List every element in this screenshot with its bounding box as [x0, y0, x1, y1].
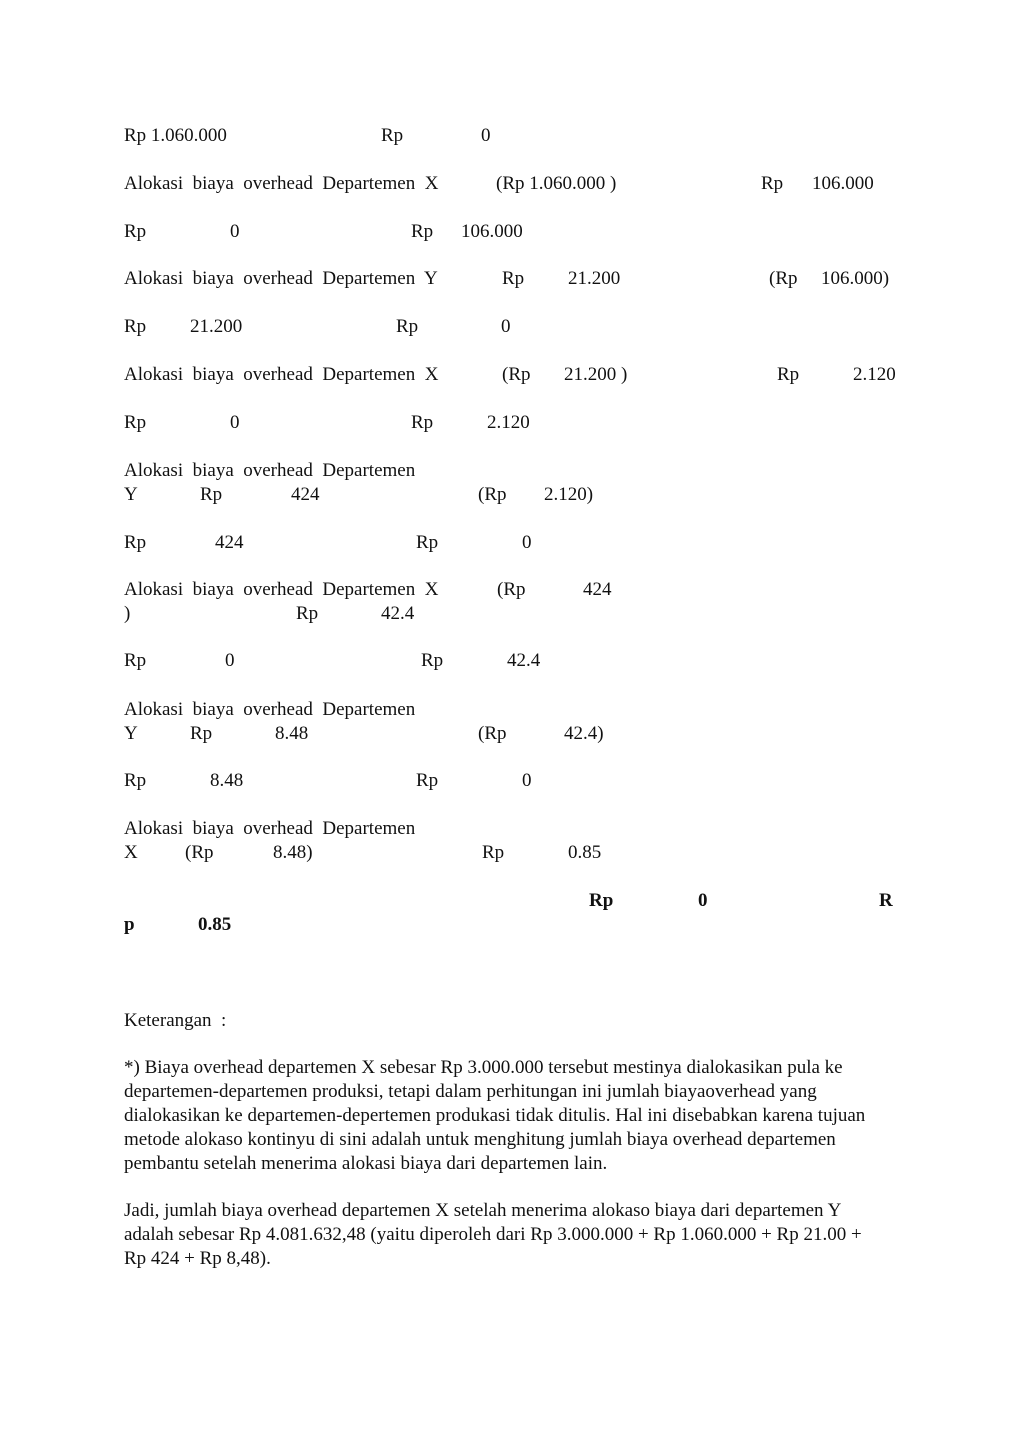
- row-12-col3: Rp: [416, 770, 439, 791]
- row-9-col2: (Rp: [497, 579, 526, 600]
- row-14-col1: Rp: [589, 890, 614, 911]
- row-0-currency: Rp: [381, 125, 404, 146]
- row-4-col4: 0: [501, 316, 511, 337]
- row-2-col2: 0: [230, 221, 240, 242]
- row-4-col3: Rp: [396, 316, 419, 337]
- row-7-col6: 2.120): [544, 484, 594, 505]
- row-11-col3: Rp: [190, 723, 213, 744]
- row-12-col2: 8.48: [210, 770, 244, 791]
- row-4-col2: 21.200: [190, 316, 243, 337]
- row-7-col2: Y: [124, 484, 138, 505]
- row-7-col4: 424: [291, 484, 320, 505]
- row-2-col4: 106.000: [461, 221, 523, 242]
- row-12-col4: 0: [522, 770, 532, 791]
- row-1-col4: 106.000: [812, 173, 874, 194]
- row-9-col5: Rp: [296, 603, 319, 624]
- row-13-label: Alokasi biaya overhead Departemen: [124, 818, 416, 839]
- row-10-col4: 42.4: [507, 650, 541, 671]
- row-3-col2: Rp: [502, 268, 525, 289]
- row-7-label: Alokasi biaya overhead Departemen: [124, 460, 416, 481]
- row-10-col3: Rp: [421, 650, 444, 671]
- row-9-col6: 42.4: [381, 603, 415, 624]
- row-11-col5: (Rp: [478, 723, 507, 744]
- row-8-col2: 424: [215, 532, 244, 553]
- row-11-col2: Y: [124, 723, 138, 744]
- row-14-col3: R: [879, 890, 893, 911]
- row-13-col6: 0.85: [568, 842, 602, 863]
- row-5-label: Alokasi biaya overhead Departemen X: [124, 364, 439, 385]
- row-13-col2: X: [124, 842, 138, 863]
- notes-paragraph-2: Jadi, jumlah biaya overhead departemen X setelah menerima alokaso biaya dari departemen Y adalah sebesar Rp 4.081.632,48 (yaitu diperoleh dari Rp 3.000.000 + Rp 1.060.000 + Rp 21.00 + Rp 424 + Rp 8,48).: [124, 1200, 862, 1269]
- row-14-col4: p: [124, 914, 135, 935]
- row-14-col2: 0: [698, 890, 708, 911]
- row-5-col4: Rp: [777, 364, 800, 385]
- row-8-col4: 0: [522, 532, 532, 553]
- row-9-col4: ): [124, 603, 131, 624]
- row-11-col4: 8.48: [275, 723, 309, 744]
- row-14-col5: 0.85: [198, 914, 232, 935]
- row-1-col3: Rp: [761, 173, 784, 194]
- row-13-col4: 8.48): [273, 842, 313, 863]
- row-3-col5: 106.000): [821, 268, 890, 289]
- row-0-value: 0: [481, 125, 491, 146]
- row-5-col2: (Rp: [502, 364, 531, 385]
- row-5-col3: 21.200 ): [564, 364, 628, 385]
- row-3-col4: (Rp: [769, 268, 798, 289]
- row-8-col3: Rp: [416, 532, 439, 553]
- row-7-col3: Rp: [200, 484, 223, 505]
- row-13-col5: Rp: [482, 842, 505, 863]
- row-1-label: Alokasi biaya overhead Departemen X: [124, 173, 439, 194]
- row-2-col1: Rp: [124, 221, 147, 242]
- notes-heading: Keterangan :: [124, 1010, 227, 1031]
- row-3-label: Alokasi biaya overhead Departemen Y: [124, 268, 438, 289]
- row-12-col1: Rp: [124, 770, 147, 791]
- row-13-col3: (Rp: [185, 842, 214, 863]
- row-10-col1: Rp: [124, 650, 147, 671]
- row-6-col4: 2.120: [487, 412, 530, 433]
- row-2-col3: Rp: [411, 221, 434, 242]
- row-0-amount: Rp 1.060.000: [124, 125, 227, 146]
- row-1-col2: (Rp 1.060.000 ): [496, 173, 617, 194]
- row-3-col3: 21.200: [568, 268, 621, 289]
- row-11-col6: 42.4): [564, 723, 604, 744]
- row-6-col2: 0: [230, 412, 240, 433]
- row-6-col3: Rp: [411, 412, 434, 433]
- row-11-label: Alokasi biaya overhead Departemen: [124, 699, 416, 720]
- row-9-label: Alokasi biaya overhead Departemen X: [124, 579, 439, 600]
- row-10-col2: 0: [225, 650, 235, 671]
- row-4-col1: Rp: [124, 316, 147, 337]
- row-7-col5: (Rp: [478, 484, 507, 505]
- row-5-col5: 2.120: [853, 364, 896, 385]
- row-8-col1: Rp: [124, 532, 147, 553]
- notes-paragraph-1: *) Biaya overhead departemen X sebesar Rp 3.000.000 tersebut mestinya dialokasikan pula ke departemen-departemen produksi, tetapi dalam perhitungan ini jumlah biayaoverhead yang dialokasikan ke departemen-depertemen produkasi tidak ditulis. Hal ini disebabkan karena tujuan metode alokaso kontinyu di sini adalah untuk menghitung jumlah biaya overhead departemen pembantu setelah menerima alokasi biaya dari departemen lain.: [124, 1057, 866, 1174]
- row-9-col3: 424: [583, 579, 612, 600]
- row-6-col1: Rp: [124, 412, 147, 433]
